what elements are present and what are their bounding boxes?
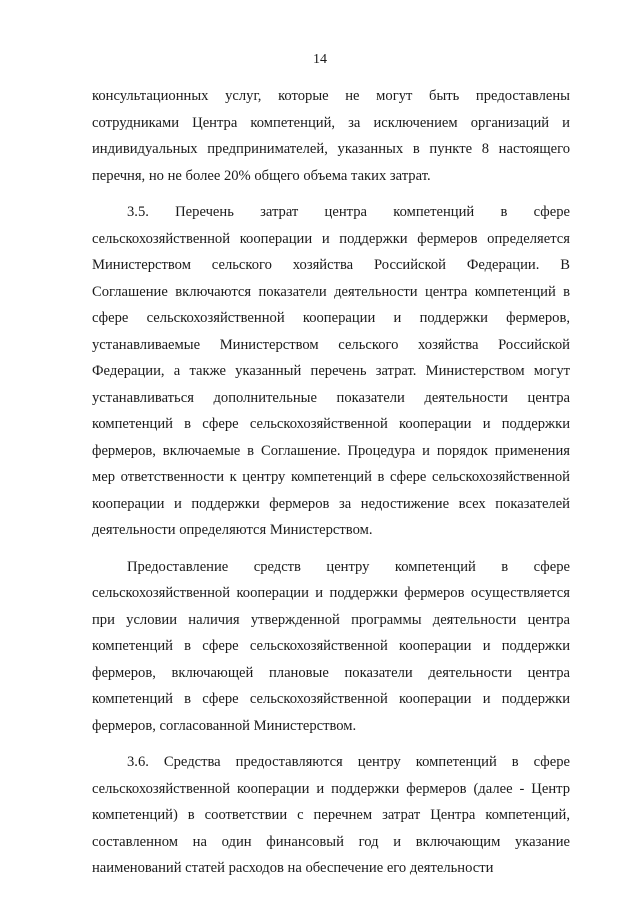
text-line: 3.5. Перечень затрат центра компетенций в сфере: [127, 204, 570, 220]
text-line: фермеров, согласованной Министерством.: [92, 717, 357, 734]
text-line: Министерством сельского хозяйства Российской Федерации. В: [92, 257, 570, 273]
paragraph-gap: [92, 189, 570, 199]
text-line: Федерации, а также указанный перечень затрат. Министерством могут: [92, 363, 570, 379]
text-line: компетенций в сфере сельскохозяйственной кооперации и поддержки: [92, 416, 570, 432]
page-number: 14: [313, 52, 327, 67]
text-line: 3.6. Средства предоставляются центру компетенций в сфере: [127, 754, 570, 770]
text-line: компетенций в сфере сельскохозяйственной кооперации и поддержки: [92, 638, 570, 654]
text-line: сельскохозяйственной кооперации и поддержки фермеров осуществляется: [92, 585, 570, 601]
text-line: сельскохозяйственной кооперации и поддержки фермеров определяется: [92, 230, 570, 247]
text-line: наименований статей расходов на обеспечение его деятельности: [92, 860, 494, 876]
paragraph: [92, 749, 570, 882]
text-line: сотрудниками Центра компетенций, за исключением организаций и: [92, 114, 570, 131]
text-line: перечня, но не более 20% общего объема таких затрат.: [92, 167, 431, 184]
text-line: устанавливаемые Министерством сельского хозяйства Российской: [92, 336, 570, 353]
text-line: фермеров, включающей плановые показатели деятельности центра: [92, 664, 570, 681]
text-line: сельскохозяйственной кооперации и поддержки фермеров (далее - Центр: [92, 780, 570, 797]
text-line: деятельности определяются Министерством.: [92, 522, 373, 538]
text-line: компетенций) в соответствии с перечнем затрат Центра компетенций,: [92, 807, 570, 823]
paragraph: [92, 554, 570, 740]
text-line: Предоставление средств центру компетенций в сфере: [127, 558, 570, 575]
text-line: составленном на один финансовый год и включающим указание: [92, 833, 570, 850]
text-line: мер ответственности к центру компетенций в сфере сельскохозяйственной: [92, 469, 570, 485]
text-line: кооперации и поддержки фермеров за недостижение всех показателей: [92, 495, 570, 512]
text-line: консультационных услуг, которые не могут быть предоставлены: [92, 88, 570, 104]
text-line: сфере сельскохозяйственной кооперации и поддержки фермеров,: [92, 310, 570, 326]
paragraph-gap: [92, 544, 570, 554]
text-line: устанавливаться дополнительные показатели деятельности центра: [92, 389, 570, 406]
text-line: фермеров, включаемые в Соглашение. Процедура и порядок применения: [92, 442, 570, 459]
paragraph: [92, 83, 570, 189]
text-line: при условии наличия утвержденной программы деятельности центра: [92, 611, 570, 628]
text-line: индивидуальных предпринимателей, указанных в пункте 8 настоящего: [92, 141, 570, 157]
body-text: [92, 83, 570, 882]
text-line: компетенций в сфере сельскохозяйственной кооперации и поддержки: [92, 691, 570, 707]
paragraph-gap: [92, 739, 570, 749]
paragraph: [92, 199, 570, 544]
text-line: Соглашение включаются показатели деятельности центра компетенций в: [92, 283, 570, 300]
